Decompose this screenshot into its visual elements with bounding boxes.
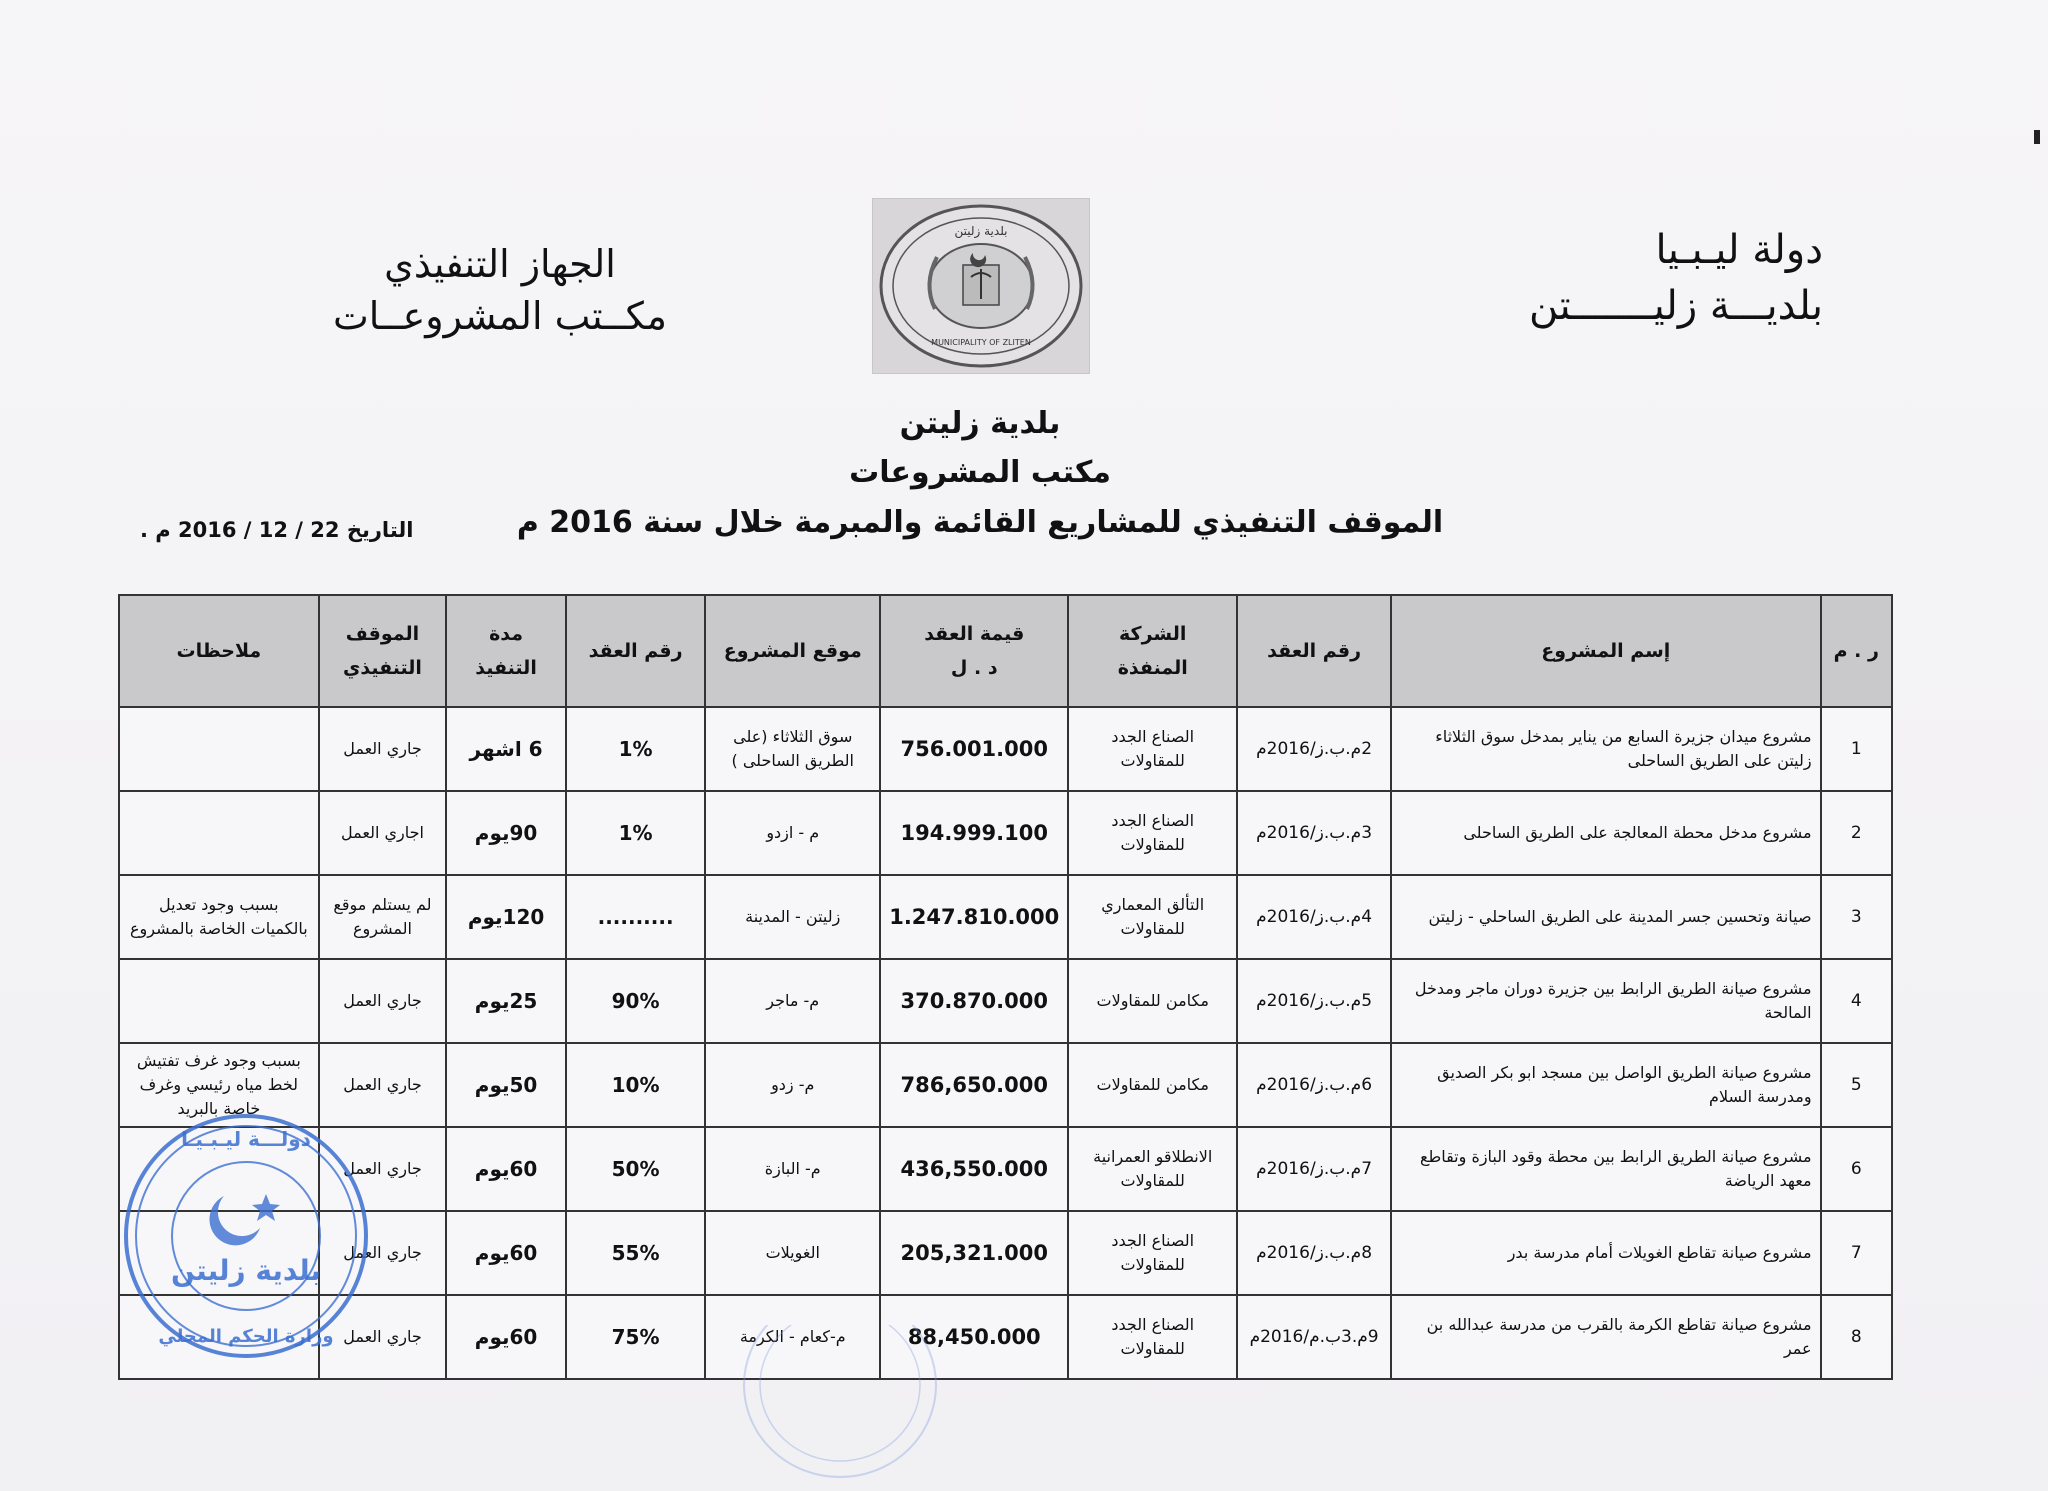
cell-percent: 90% <box>566 959 705 1043</box>
cell-status: جاري العمل <box>319 1127 447 1211</box>
edge-mark <box>2034 130 2040 144</box>
cell-duration: 6 اشهر <box>446 707 566 791</box>
logo-english-text: MUNICIPALITY OF ZLITEN <box>931 338 1031 347</box>
document-titles <box>420 400 1540 548</box>
col-header-value-l1: قيمة العقد <box>924 623 1025 645</box>
cell-duration: 90يوم <box>446 791 566 875</box>
cell-project: مشروع صيانة تقاطع الغويلات أمام مدرسة بدر <box>1391 1211 1821 1295</box>
table-row <box>119 1127 1892 1211</box>
cell-status: جاري العمل <box>319 1043 447 1127</box>
faint-seal-icon <box>740 1325 940 1485</box>
cell-notes: بسبب وجود غرف تفتيش لخط مياه رئيسي وغرف خاصة بالبريد <box>119 1043 319 1127</box>
cell-status: اجاري العمل <box>319 791 447 875</box>
cell-index: 1 <box>1821 707 1892 791</box>
table-row <box>119 875 1892 959</box>
cell-location: الغويلات <box>705 1211 880 1295</box>
col-header-value <box>880 595 1068 707</box>
cell-notes <box>119 959 319 1043</box>
municipality-name: بلديـــة زليـــــــتن <box>1529 283 1823 329</box>
col-header-location: موقع المشروع <box>705 595 880 707</box>
col-header-company-l2: المنفذة <box>1117 657 1188 679</box>
executive-body: الجهاز التنفيذي <box>384 242 616 286</box>
cell-index: 8 <box>1821 1295 1892 1379</box>
cell-location: م- ماجر <box>705 959 880 1043</box>
col-header-status-l2: التنفيذي <box>342 657 422 679</box>
col-header-duration <box>446 595 566 707</box>
cell-notes <box>119 707 319 791</box>
cell-company: الصناع الجدد للمقاولات <box>1068 1295 1237 1379</box>
projects-office: مكــتب المشروعــات <box>332 294 668 338</box>
cell-duration: 50يوم <box>446 1043 566 1127</box>
cell-contract: 3م.ب.ز/2016م <box>1237 791 1391 875</box>
cell-notes: بسبب وجود تعديل بالكميات الخاصة بالمشروع <box>119 875 319 959</box>
cell-index: 2 <box>1821 791 1892 875</box>
cell-project: مشروع صيانة الطريق الرابط بين محطة وقود البازة وتقاطع معهد الرياضة <box>1391 1127 1821 1211</box>
cell-project: مشروع صيانة الطريق الواصل بين مسجد ابو بكر الصديق ومدرسة السلام <box>1391 1043 1821 1127</box>
table-row <box>119 1211 1892 1295</box>
cell-contract: 8م.ب.ز/2016م <box>1237 1211 1391 1295</box>
col-header-duration-l1: مدة <box>489 623 524 645</box>
cell-value: 1.247.810.000 <box>880 875 1068 959</box>
cell-index: 6 <box>1821 1127 1892 1211</box>
col-header-status <box>319 595 447 707</box>
official-stamp <box>120 1110 372 1362</box>
table-row <box>119 959 1892 1043</box>
cell-value: 786,650.000 <box>880 1043 1068 1127</box>
table-row <box>119 1295 1892 1379</box>
cell-status: جاري العمل <box>319 1295 447 1379</box>
cell-index: 5 <box>1821 1043 1892 1127</box>
stamp-top-text: دولـــة ليـبـيـا <box>181 1127 311 1151</box>
cell-value: 205,321.000 <box>880 1211 1068 1295</box>
cell-duration: 60يوم <box>446 1295 566 1379</box>
cell-company: التألق المعماري للمقاولات <box>1068 875 1237 959</box>
municipality-logo <box>872 198 1090 374</box>
cell-percent: 1% <box>566 707 705 791</box>
cell-duration: 60يوم <box>446 1127 566 1211</box>
cell-value: 756.001.000 <box>880 707 1068 791</box>
col-header-company <box>1068 595 1237 707</box>
cell-contract: 6م.ب.ز/2016م <box>1237 1043 1391 1127</box>
table-row <box>119 791 1892 875</box>
cell-index: 3 <box>1821 875 1892 959</box>
cell-location: م- زدو <box>705 1043 880 1127</box>
stamp-seal-icon <box>120 1110 372 1362</box>
cell-project: مشروع صيانة الطريق الرابط بين جزيرة دوران ماجر ومدخل المالحة <box>1391 959 1821 1043</box>
projects-table <box>118 594 1893 1380</box>
header-right <box>1463 222 1823 334</box>
cell-location: زليتن - المدينة <box>705 875 880 959</box>
cell-value: 436,550.000 <box>880 1127 1068 1211</box>
cell-company: الصناع الجدد للمقاولات <box>1068 1211 1237 1295</box>
cell-location: م-كعام - الكرمة <box>705 1295 880 1379</box>
cell-contract: 2م.ب.ز/2016م <box>1237 707 1391 791</box>
cell-index: 7 <box>1821 1211 1892 1295</box>
cell-percent: .......... <box>566 875 705 959</box>
cell-project: صيانة وتحسين جسر المدينة على الطريق الساحلي - زليتن <box>1391 875 1821 959</box>
table-row <box>119 707 1892 791</box>
cell-location: م- البازة <box>705 1127 880 1211</box>
cell-percent: 50% <box>566 1127 705 1211</box>
col-header-project: إسم المشروع <box>1391 595 1821 707</box>
col-header-duration-l2: التنفيذ <box>475 657 537 679</box>
cell-company: الانطلاقو العمرانية للمقاولات <box>1068 1127 1237 1211</box>
title-municipality: بلدية زليتن <box>899 406 1061 441</box>
cell-location: م - ازدو <box>705 791 880 875</box>
stamp-bottom-text: وزارة الحكم المحلي <box>158 1326 334 1347</box>
cell-contract: 4م.ب.ز/2016م <box>1237 875 1391 959</box>
cell-duration: 60يوم <box>446 1211 566 1295</box>
cell-location: سوق الثلاثاء (على الطريق الساحلى ) <box>705 707 880 791</box>
stamp-center-text: بلدية زليتن <box>170 1254 322 1287</box>
cell-duration: 120يوم <box>446 875 566 959</box>
cell-project: مشروع ميدان جزيرة السابع من يناير بمدخل سوق الثلاثاء زليتن على الطريق الساحلى <box>1391 707 1821 791</box>
document-title: الموقف التنفيذي للمشاريع القائمة والمبرمة خلال سنة 2016 م <box>516 505 1444 540</box>
cell-project: مشروع صيانة تقاطع الكرمة بالقرب من مدرسة عبدالله بن عمر <box>1391 1295 1821 1379</box>
cell-percent: 55% <box>566 1211 705 1295</box>
col-header-value-l2: د . ل <box>950 657 998 679</box>
cell-percent: 10% <box>566 1043 705 1127</box>
country-name: دولة ليـبـيا <box>1655 227 1823 273</box>
cell-contract: 9م.3ب.م/2016م <box>1237 1295 1391 1379</box>
cell-company: مكامن للمقاولات <box>1068 959 1237 1043</box>
header-left <box>310 238 690 342</box>
cell-contract: 7م.ب.ز/2016م <box>1237 1127 1391 1211</box>
cell-value: 194.999.100 <box>880 791 1068 875</box>
cell-percent: 1% <box>566 791 705 875</box>
cell-value: 88,450.000 <box>880 1295 1068 1379</box>
projects-table-wrap <box>118 594 1893 1380</box>
col-header-index: ر . م <box>1821 595 1892 707</box>
cell-status: لم يستلم موقع المشروع <box>319 875 447 959</box>
faint-stamp-mark <box>740 1325 940 1485</box>
cell-value: 370.870.000 <box>880 959 1068 1043</box>
cell-notes <box>119 791 319 875</box>
cell-status: جاري العمل <box>319 1211 447 1295</box>
cell-status: جاري العمل <box>319 959 447 1043</box>
cell-project: مشروع مدخل محطة المعالجة على الطريق الساحلى <box>1391 791 1821 875</box>
document-date: التاريخ 22 / 12 / 2016 م . <box>140 518 414 542</box>
cell-company: الصناع الجدد للمقاولات <box>1068 707 1237 791</box>
col-header-contract-no-2: رقم العقد <box>566 595 705 707</box>
cell-contract: 5م.ب.ز/2016م <box>1237 959 1391 1043</box>
cell-duration: 25يوم <box>446 959 566 1043</box>
cell-company: مكامن للمقاولات <box>1068 1043 1237 1127</box>
col-header-company-l1: الشركة <box>1119 623 1187 645</box>
col-header-contract-no: رقم العقد <box>1237 595 1391 707</box>
cell-company: الصناع الجدد للمقاولات <box>1068 791 1237 875</box>
col-header-status-l1: الموقف <box>345 623 420 645</box>
logo-seal-icon <box>873 199 1089 373</box>
table-row <box>119 1043 1892 1127</box>
cell-percent: 75% <box>566 1295 705 1379</box>
title-office: مكتب المشروعات <box>849 455 1111 490</box>
col-header-notes: ملاحظات <box>119 595 319 707</box>
logo-arabic-text: بلدية زليتن <box>954 224 1008 238</box>
table-header-row <box>119 595 1892 707</box>
cell-index: 4 <box>1821 959 1892 1043</box>
cell-status: جاري العمل <box>319 707 447 791</box>
